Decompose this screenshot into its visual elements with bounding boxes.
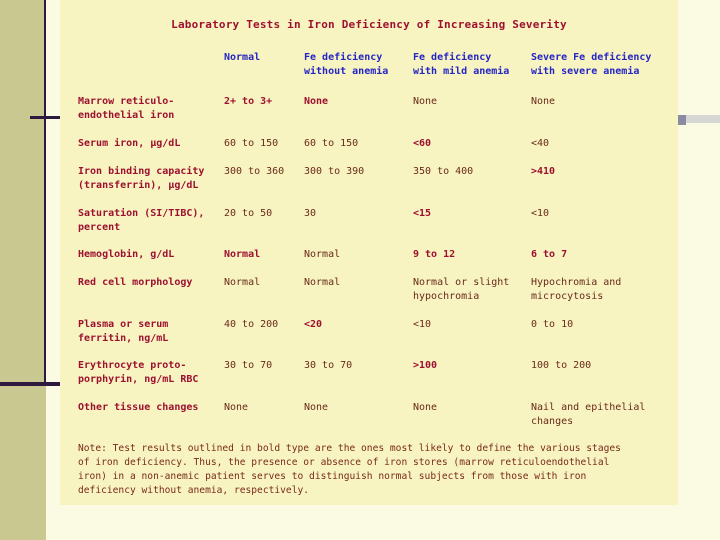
table-cell: Normal or slight hypochromia (413, 277, 510, 302)
column-header: Normal (224, 52, 261, 63)
table-cell: 6 to 7 (531, 249, 568, 260)
table-cell: 30 (304, 208, 317, 219)
row-label: Marrow reticulo- endothelial iron (78, 96, 175, 121)
table-cell: >410 (531, 166, 556, 177)
table-cell: 300 to 360 (224, 166, 285, 177)
column-header: Fe deficiency without anemia (304, 52, 389, 77)
table-cell: <10 (413, 319, 432, 330)
table-cell: <40 (531, 138, 550, 149)
row-label: Red cell morphology (78, 277, 193, 288)
table-cell: Nail and epithelial changes (531, 402, 646, 427)
column-header: Severe Fe deficiency with severe anemia (531, 52, 652, 77)
row-label: Iron binding capacity (transferrin), µg/dL (78, 166, 205, 191)
table-cell: None (413, 402, 438, 413)
row-label: Hemoglobin, g/dL (78, 249, 175, 260)
row-label: Plasma or serum ferritin, ng/mL (78, 319, 169, 344)
table-cell: 0 to 10 (531, 319, 574, 330)
left-horizontal-line-top (30, 116, 60, 119)
table-cell: None (304, 402, 329, 413)
table-cell: Normal (224, 277, 261, 288)
table-cell: Hypochromia and microcytosis (531, 277, 622, 302)
table-cell: 60 to 150 (304, 138, 359, 149)
table-cell: 60 to 150 (224, 138, 279, 149)
slide-panel (60, 0, 678, 505)
table-cell: <60 (413, 138, 432, 149)
left-decorative-band (0, 0, 46, 540)
table-cell: 100 to 200 (531, 360, 592, 371)
row-label: Erythrocyte proto- porphyrin, ng/mL RBC (78, 360, 199, 385)
table-cell: 9 to 12 (413, 249, 456, 260)
table-cell: <20 (304, 319, 323, 330)
table-cell: >100 (413, 360, 438, 371)
column-header: Fe deficiency with mild anemia (413, 52, 510, 77)
table-cell: 350 to 400 (413, 166, 474, 177)
table-cell: 300 to 390 (304, 166, 365, 177)
table-cell: Normal (304, 249, 341, 260)
table-cell: None (531, 96, 556, 107)
table-cell: 40 to 200 (224, 319, 279, 330)
table-note: Note: Test results outlined in bold type are the ones most likely to define the various stages of iron deficiency. Thus, the presence or absence of iron stores (marrow reticuloendothelial iron) in a non-anemic patient serves to distinguish normal subjects from those with iron deficiency without anemia, respectively. (78, 443, 621, 496)
table-cell: None (413, 96, 438, 107)
row-label: Other tissue changes (78, 402, 199, 413)
row-label: Serum iron, µg/dL (78, 138, 181, 149)
table-cell: None (304, 96, 329, 107)
table-cell: <15 (413, 208, 432, 219)
table-cell: Normal (304, 277, 341, 288)
row-label: Saturation (SI/TIBC), percent (78, 208, 205, 233)
table-cell: 2+ to 3+ (224, 96, 273, 107)
left-horizontal-line-bottom (0, 382, 60, 386)
table-cell: 30 to 70 (224, 360, 273, 371)
table-cell: 20 to 50 (224, 208, 273, 219)
table-title: Laboratory Tests in Iron Deficiency of Increasing Severity (171, 18, 567, 31)
table-cell: 30 to 70 (304, 360, 353, 371)
table-cell: <10 (531, 208, 550, 219)
table-cell: Normal (224, 249, 261, 260)
table-cell: None (224, 402, 249, 413)
right-decorative-mark (678, 115, 686, 125)
left-vertical-line (44, 0, 46, 386)
